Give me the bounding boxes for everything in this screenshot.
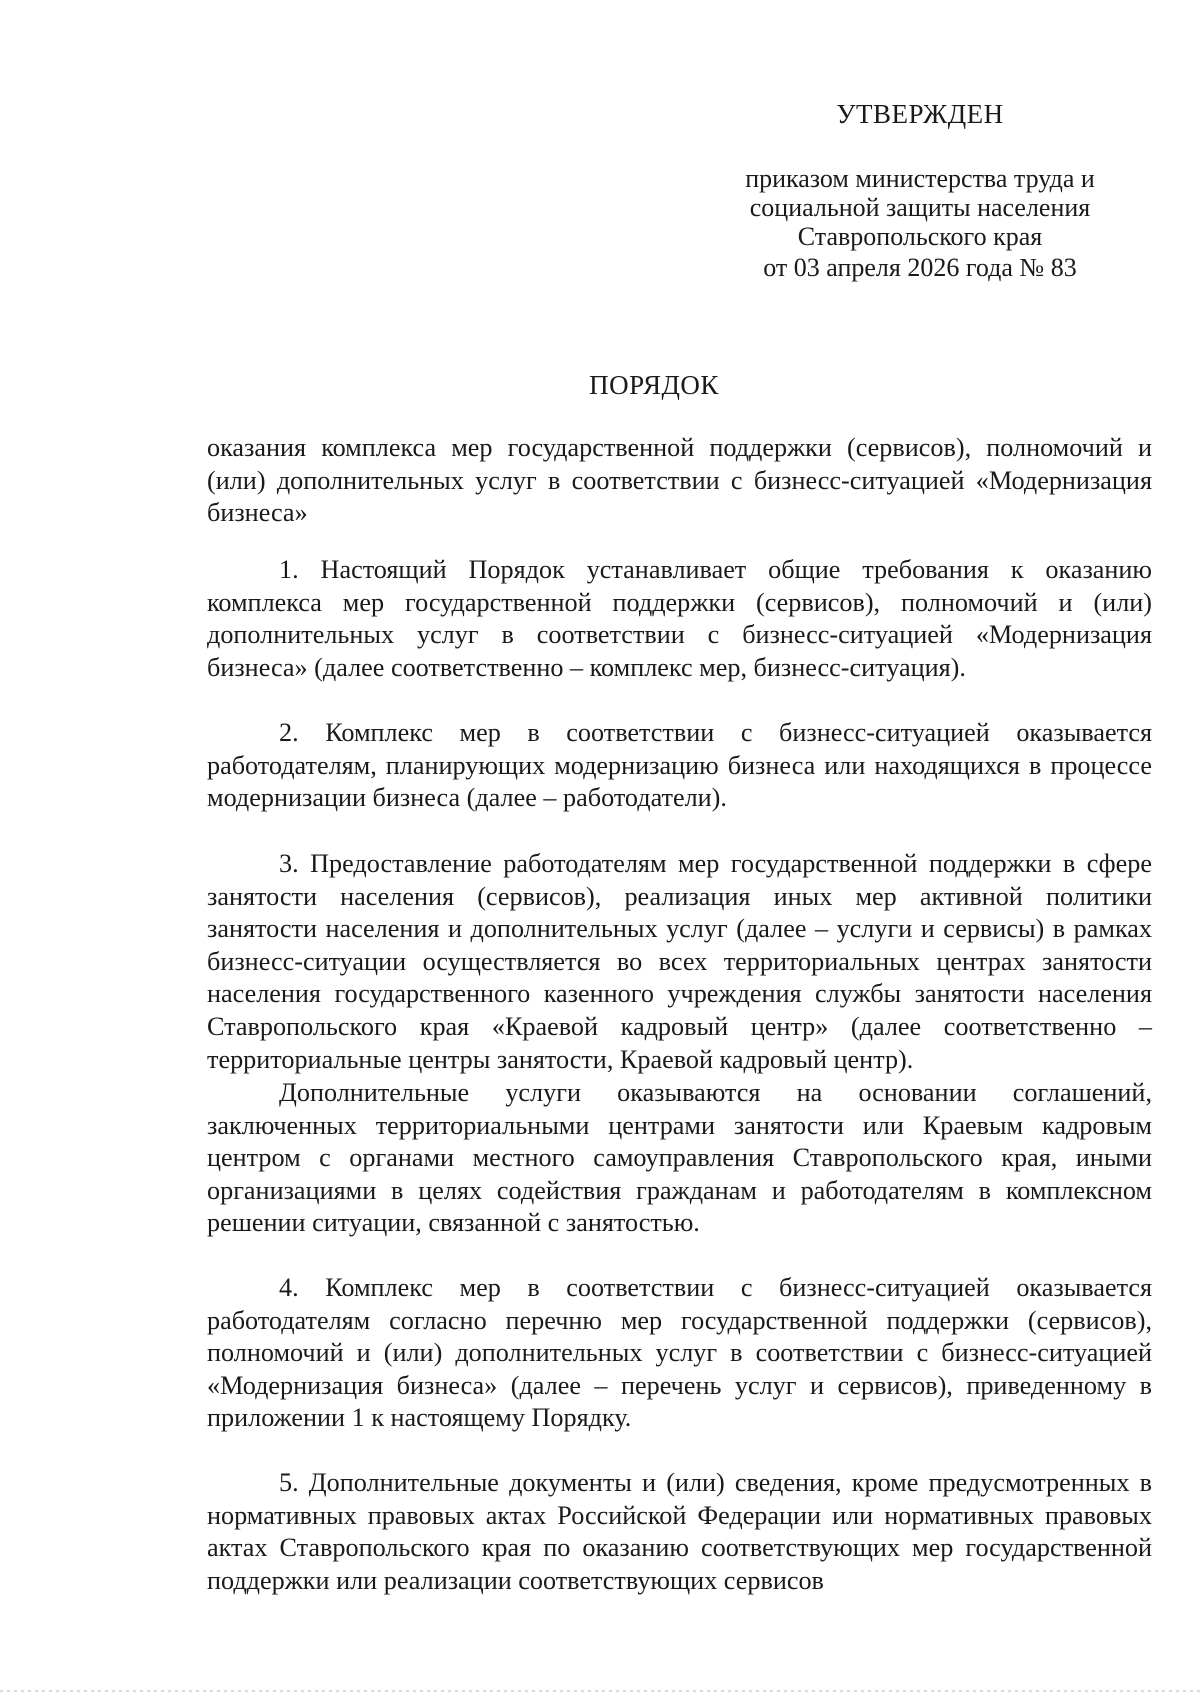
paragraph-2: 2. Комплекс мер в соответствии с бизнесс-ситуацией оказывается работодателям, планирующих модернизацию бизнеса или находящихся в процессе модернизации бизнеса (далее – работодатели).: [207, 718, 1152, 813]
document-subtitle: оказания комплекса мер государственной поддержки (сервисов), полномочий и (или) дополнительных услуг в соответствии с бизнесс-ситуацией «Модернизация бизнеса»: [207, 433, 1152, 528]
order-ref-line: Ставропольского края: [797, 222, 1043, 251]
approval-order-date: от 03 апреля 2026 года № 83: [763, 253, 1077, 282]
approval-order-reference: [690, 164, 1150, 251]
paragraph-5: 5. Дополнительные документы и (или) сведения, кроме предусмотренных в нормативных правовых актах Российской Федерации или нормативных правовых актах Ставропольского края по оказанию соответствующих мер государственной поддержки или реализации соответствующих сервисов: [207, 1468, 1152, 1595]
order-ref-line: приказом министерства труда и: [745, 164, 1095, 193]
document-title: ПОРЯДОК: [589, 370, 719, 400]
paragraph-3-continuation: Дополнительные услуги оказываются на основании соглашений, заключенных территориальными центрами занятости или Краевым кадровым центром с органами местного самоуправления Ставропольского края, иными организациями в целях содействия гражданам и работодателям в комплексном решении ситуации, связанной с занятостью.: [207, 1078, 1152, 1238]
paragraph-1: 1. Настоящий Порядок устанавливает общие требования к оказанию комплекса мер государственной поддержки (сервисов), полномочий и (или) дополнительных услуг в соответствии с бизнесс-ситуацией «Модернизация бизнеса» (далее соответственно – комплекс мер, бизнесс-ситуация).: [207, 555, 1152, 682]
order-ref-line: социальной защиты населения: [749, 193, 1091, 222]
scan-edge-artifact: [0, 1690, 1200, 1692]
approval-stamp-heading: УТВЕРЖДЕН: [836, 99, 1004, 129]
paragraph-3: 3. Предоставление работодателям мер государственной поддержки в сфере занятости населения (сервисов), реализация иных мер активной политики занятости населения и дополнительных услуг (далее – услуги и сервисы) в рамках бизнесс-ситуации осуществляется во всех территориальных центрах занятости населения государственного казенного учреждения службы занятости населения Ставропольского края «Краевой кадровый центр» (далее соответственно – территориальные центры занятости, Краевой кадровый центр).: [207, 849, 1152, 1074]
paragraph-4: 4. Комплекс мер в соответствии с бизнесс-ситуацией оказывается работодателям согласно перечню мер государственной поддержки (сервисов), полномочий и (или) дополнительных услуг в соответствии с бизнесс-ситуацией «Модернизация бизнеса» (далее – перечень услуг и сервисов), приведенному в приложении 1 к настоящему Порядку.: [207, 1273, 1152, 1433]
